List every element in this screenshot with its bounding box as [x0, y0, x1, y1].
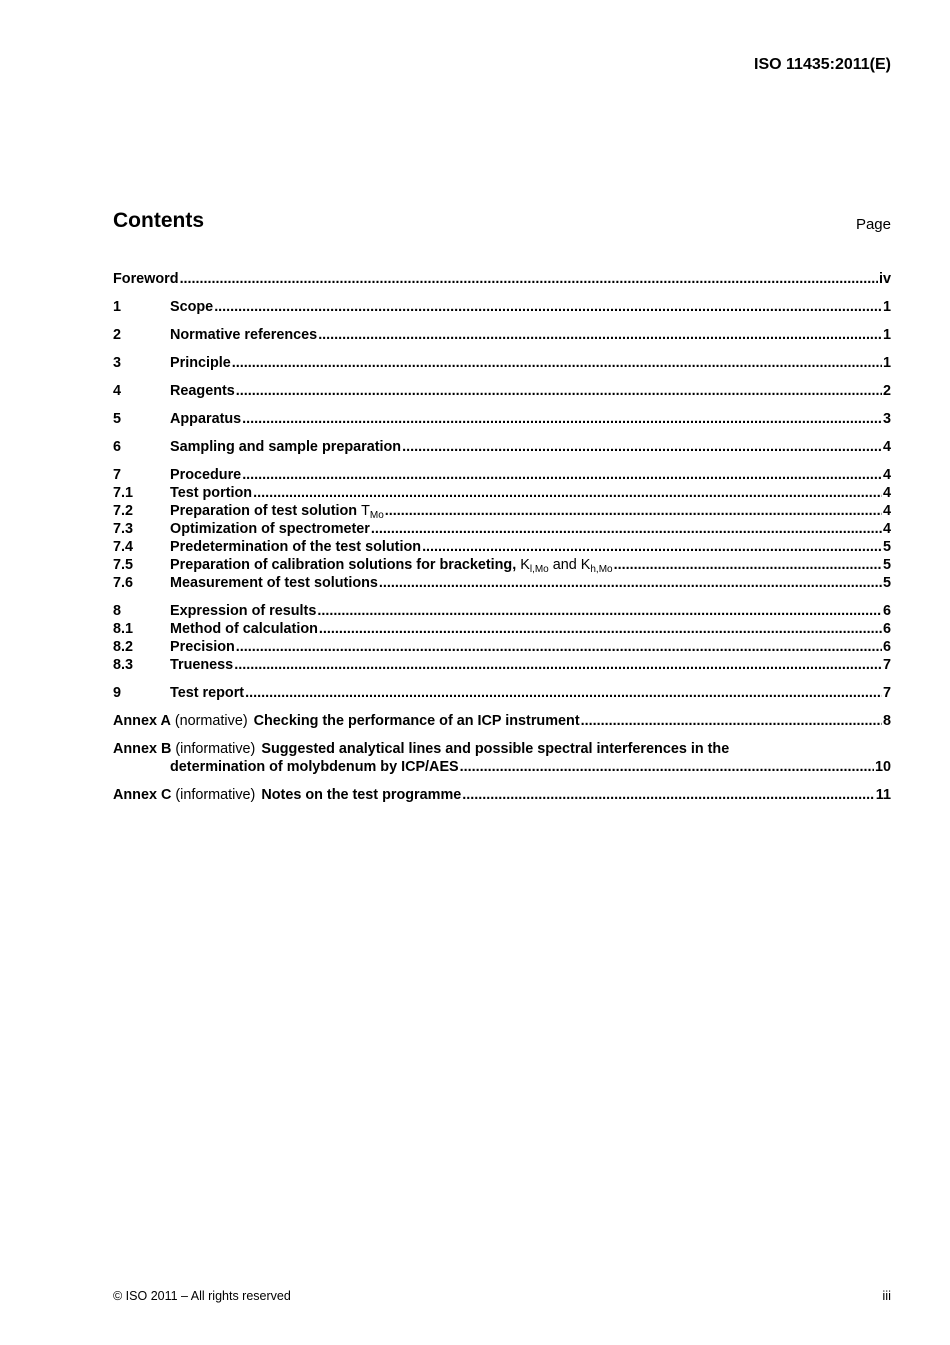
toc-entry-foreword[interactable]	[113, 270, 891, 288]
toc-entry-title: Preparation of test solution	[170, 503, 362, 519]
toc-entry-page: 4	[882, 521, 891, 537]
toc-entry-title: Test report	[170, 685, 245, 701]
toc-entry-8[interactable]	[113, 602, 891, 620]
dot-leader	[581, 712, 882, 730]
toc-entry-title: Suggested analytical lines and possible spectral interferences in the	[261, 741, 730, 757]
toc-entry-page: 4	[882, 485, 891, 501]
toc-entry-page: 1	[882, 299, 891, 315]
toc-entry-number: 4	[113, 383, 122, 399]
toc-entry-page: 11	[875, 787, 891, 803]
toc-entry-title: Test portion	[170, 485, 253, 501]
toc-entry-number: 7.5	[113, 557, 134, 573]
page-column-label: Page	[855, 216, 891, 233]
toc-entry-page: 4	[882, 467, 891, 483]
toc-entry-number: 1	[113, 299, 122, 315]
toc-entry-page: 5	[882, 557, 891, 573]
contents-heading: Contents	[113, 209, 204, 232]
symbol-subscript: h,Mo	[590, 564, 613, 575]
toc-entry-7-4[interactable]	[113, 538, 891, 556]
dot-leader	[422, 538, 882, 556]
toc-entry-title: Optimization of spectrometer	[170, 521, 370, 537]
toc-entry-9[interactable]	[113, 684, 891, 702]
toc-entry-title: Sampling and sample preparation	[170, 439, 402, 455]
dot-leader	[614, 556, 882, 574]
toc-entry-page: 6	[882, 603, 891, 619]
toc-entry-3[interactable]	[113, 354, 891, 372]
dot-leader	[460, 758, 874, 776]
toc-entry-annex-b-continued[interactable]	[113, 758, 891, 776]
toc-entry-6[interactable]	[113, 438, 891, 456]
dot-leader	[379, 574, 882, 592]
toc-entry-number: 7.3	[113, 521, 134, 537]
copyright-notice: © ISO 2011 – All rights reserved	[113, 1289, 291, 1303]
toc-entry-number: 8.2	[113, 639, 134, 655]
toc-entry-8-3[interactable]	[113, 656, 891, 674]
toc-entry-page: 3	[882, 411, 891, 427]
toc-entry-title: Principle	[170, 355, 231, 371]
toc-entry-number: 7.1	[113, 485, 134, 501]
toc-entry-number: 7.6	[113, 575, 134, 591]
toc-entry-title: Apparatus	[170, 411, 242, 427]
toc-entry-title: Normative references	[170, 327, 318, 343]
annex-type: (informative)	[175, 741, 256, 757]
symbol-k-low: K	[520, 557, 530, 573]
dot-leader	[245, 684, 882, 702]
toc-entry-8-2[interactable]	[113, 638, 891, 656]
symbol-subscript: l,Mo	[529, 564, 549, 575]
toc-entry-7-2[interactable]	[113, 502, 891, 520]
document-id: ISO 11435:2011(E)	[754, 56, 891, 73]
annex-label: Annex A	[113, 713, 171, 729]
dot-leader	[402, 438, 882, 456]
dot-leader	[317, 602, 882, 620]
toc-entry-page: 7	[882, 657, 891, 673]
toc-entry-number: 2	[113, 327, 122, 343]
dot-leader	[236, 638, 882, 656]
toc-entry-number: 9	[113, 685, 122, 701]
toc-entry-annex-c[interactable]	[113, 786, 891, 804]
toc-entry-number: 7.4	[113, 539, 134, 555]
toc-entry-page: 6	[882, 639, 891, 655]
toc-entry-page: 7	[882, 685, 891, 701]
toc-entry-2[interactable]	[113, 326, 891, 344]
toc-entry-7-5[interactable]	[113, 556, 891, 574]
toc-entry-title: Expression of results	[170, 603, 317, 619]
toc-entry-title: Trueness	[170, 657, 234, 673]
toc-entry-title: Scope	[170, 299, 214, 315]
toc-entry-page: 1	[882, 327, 891, 343]
toc-entry-title: Precision	[170, 639, 235, 655]
toc-entry-1[interactable]	[113, 298, 891, 316]
toc-entry-title: Method of calculation	[170, 621, 318, 637]
page-number: iii	[882, 1288, 891, 1303]
toc-entry-number: 5	[113, 411, 122, 427]
symbol-t: T	[361, 503, 370, 519]
dot-leader	[180, 270, 878, 288]
toc-entry-page: 2	[882, 383, 891, 399]
annex-type: (normative)	[174, 713, 248, 729]
toc-entry-page: 8	[882, 713, 891, 729]
dot-leader	[371, 520, 882, 538]
and-text: and	[548, 557, 581, 573]
dot-leader	[462, 786, 875, 804]
dot-leader	[318, 326, 882, 344]
annex-type: (informative)	[175, 787, 256, 803]
dot-leader	[234, 656, 882, 674]
toc-entry-page: 4	[882, 439, 891, 455]
toc-entry-page: 1	[882, 355, 891, 371]
dot-leader	[242, 466, 882, 484]
toc-entry-title: Procedure	[170, 467, 242, 483]
dot-leader	[385, 502, 882, 520]
toc-entry-annex-a[interactable]	[113, 712, 891, 730]
toc-entry-page: 5	[882, 575, 891, 591]
toc-entry-number: 6	[113, 439, 122, 455]
toc-entry-page: 6	[882, 621, 891, 637]
toc-entry-title: Foreword	[113, 271, 179, 287]
toc-entry-title: Predetermination of the test solution	[170, 539, 422, 555]
toc-entry-5[interactable]	[113, 410, 891, 428]
toc-entry-page: 5	[882, 539, 891, 555]
dot-leader	[214, 298, 882, 316]
toc-entry-number: 3	[113, 355, 122, 371]
toc-entry-page: 10	[874, 759, 891, 775]
toc-entry-title-continued: determination of molybdenum by ICP/AES	[170, 759, 459, 775]
dot-leader	[236, 382, 882, 400]
annex-label: Annex C	[113, 787, 172, 803]
symbol-k-high: K	[580, 557, 591, 573]
annex-label: Annex B	[113, 741, 172, 757]
toc-entry-page: 4	[882, 503, 891, 519]
toc-entry-7-3[interactable]	[113, 520, 891, 538]
toc-entry-number: 8.1	[113, 621, 134, 637]
toc-entry-number: 7.2	[113, 503, 134, 519]
dot-leader	[319, 620, 882, 638]
toc-entry-7[interactable]	[113, 466, 891, 484]
table-of-contents	[113, 270, 891, 804]
toc-entry-title: Reagents	[170, 383, 235, 399]
toc-entry-annex-b[interactable]	[113, 740, 891, 758]
dot-leader	[242, 410, 882, 428]
toc-entry-8-1[interactable]	[113, 620, 891, 638]
toc-entry-title: Measurement of test solutions	[170, 575, 378, 591]
toc-entry-title: Notes on the test programme	[261, 787, 462, 803]
toc-entry-4[interactable]	[113, 382, 891, 400]
toc-entry-number: 7	[113, 467, 122, 483]
symbol-subscript: Mo	[369, 510, 384, 521]
toc-entry-7-6[interactable]	[113, 574, 891, 592]
toc-entry-number: 8	[113, 603, 122, 619]
toc-entry-title: Preparation of calibration solutions for bracketing,	[170, 557, 521, 573]
toc-entry-7-1[interactable]	[113, 484, 891, 502]
toc-entry-title: Checking the performance of an ICP instrument	[253, 713, 580, 729]
toc-entry-page: iv	[878, 271, 891, 287]
dot-leader	[232, 354, 882, 372]
dot-leader	[253, 484, 882, 502]
toc-entry-number: 8.3	[113, 657, 134, 673]
